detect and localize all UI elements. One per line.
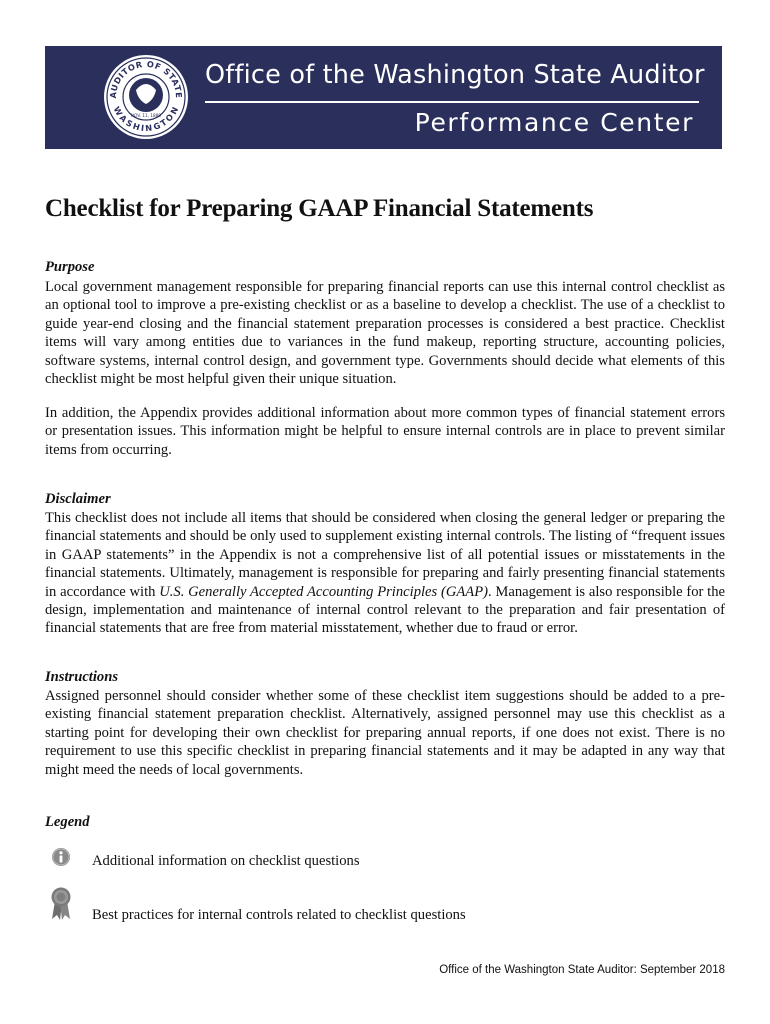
state-auditor-seal-icon xyxy=(103,54,189,140)
legend-label-ribbon: Best practices for internal controls related to checklist questions xyxy=(92,907,466,923)
disclaimer-text-start: This checklist does not include all items that should be considered when closing the general ledger or preparing the financial statements and should be only used to supplement existing internal controls. The listing of “frequent issues in GAAP statements” in the Appendix is not a comprehensive list of all potential issues or misstatements in the financial statements. Ultimately, management is responsible for preparing and fairly presenting financial statements in accordance with xyxy=(45,510,725,600)
legend-label-info: Additional information on checklist questions xyxy=(92,853,360,869)
seal-text-top: AUDITOR OF STATE xyxy=(107,58,185,99)
disclaimer-text-end: . Management is also responsible for the design, implementation and maintenance of internal control relevant to the preparation and fair presentation of financial statements that are free from material misstatement, whether due to fraud or error. xyxy=(45,583,726,637)
banner-title: Office of the Washington State Auditor xyxy=(205,60,705,90)
disclaimer-heading: Disclaimer xyxy=(45,491,111,507)
ribbon-icon xyxy=(50,887,72,921)
document-title: Checklist for Preparing GAAP Financial Statements xyxy=(45,195,594,222)
purpose-heading: Purpose xyxy=(45,259,95,275)
seal-date: NOV. 11, 1889 xyxy=(131,113,161,118)
gaap-reference: U.S. Generally Accepted Accounting Principles (GAAP) xyxy=(159,583,488,600)
purpose-paragraph-1: Local government management responsible for preparing financial reports can use this internal control checklist as an optional tool to improve a pre-existing checklist or as a baseline to develop a checklist. The use of a checklist to guide year-end closing and the financial statement preparation processes is considered a best practice. Checklist items will vary among entities due to variances in the fund makeup, reporting structure, accounting policies, software systems, internal control design, and government type. Governments should decide what elements of this checklist might be most helpful given their unique situation. xyxy=(45,279,725,388)
seal-text-bottom: WASHINGTON xyxy=(111,104,181,134)
header-banner xyxy=(45,46,722,149)
footer-text: Office of the Washington State Auditor: September 2018 xyxy=(439,964,725,976)
info-icon xyxy=(51,847,71,867)
instructions-paragraph: Assigned personnel should consider whether some of these checklist item suggestions should be added to a pre-existing financial statement preparation checklist. Alternatively, assigned personnel may use this checklist as a starting point for developing their own checklist for preparing annual reports, if one does not exist. There is no requirement to use this specific checklist in preparing financial statements and it may be adapted in any way that might meed the needs of local governments. xyxy=(45,688,725,778)
purpose-paragraph-2: In addition, the Appendix provides additional information about more common types of financial statement errors or presentation issues. This information might be helpful to ensure internal controls are in place to prevent similar items from occurring. xyxy=(45,405,725,458)
legend-heading: Legend xyxy=(45,814,90,830)
disclaimer-paragraph xyxy=(45,509,725,638)
banner-subtitle: Performance Center xyxy=(414,108,694,137)
instructions-heading: Instructions xyxy=(45,669,119,685)
banner-divider xyxy=(205,101,699,103)
